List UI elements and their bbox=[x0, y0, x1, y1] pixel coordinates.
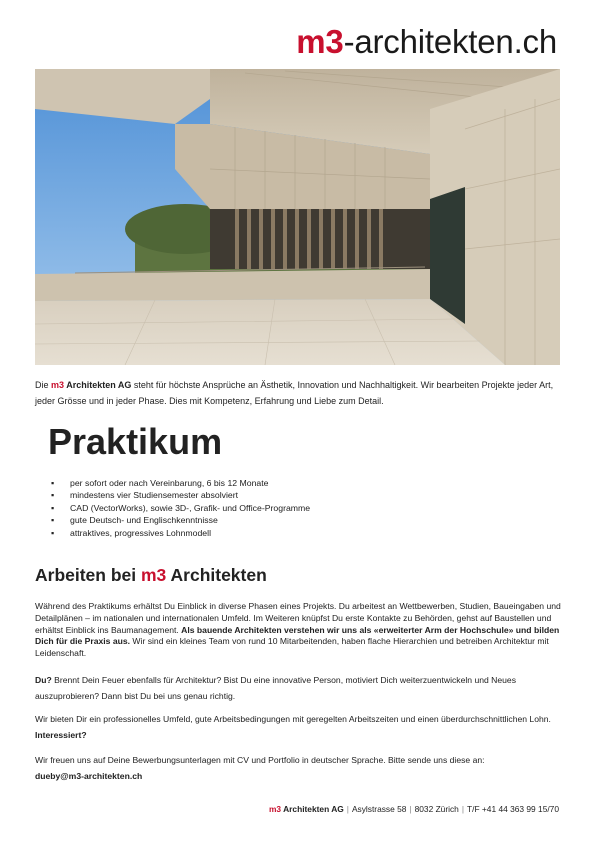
section-heading-end: Architekten bbox=[166, 565, 267, 585]
list-item: ▪ per sofort oder nach Vereinbarung, 6 bis 12 Monate bbox=[50, 477, 310, 489]
p2-text: Brennt Dein Feuer ebenfalls für Architektur? Bist Du eine innovative Person, motiviert Dich weiterzuentwickeln und Neues auszuprobieren? Dann bist Du bei uns genau richtig. bbox=[35, 675, 517, 701]
list-item: ▪ attraktives, progressives Lohnmodell bbox=[50, 527, 310, 539]
footer-separator: | bbox=[461, 804, 465, 814]
section-heading-mark: m3 bbox=[141, 565, 167, 585]
logo-suffix: -architekten.ch bbox=[343, 23, 557, 60]
intro-text-start: Die bbox=[35, 380, 52, 390]
contact-paragraph bbox=[35, 752, 561, 784]
section-heading-start: Arbeiten bei bbox=[35, 565, 141, 585]
p2-bold-text: Du? bbox=[35, 675, 52, 685]
p3-text: Wir bieten Dir ein professionelles Umfeld, gute Arbeitsbedingungen mit geregelten Arbeitszeiten und einen überdurchschnittlichen Lohn. bbox=[35, 714, 551, 724]
footer-logo-mark: m3 bbox=[268, 804, 282, 814]
p1-text-start: Während des Praktikums erhältst Du Einblick in diverse Phasen eines Projekts. Du arbeitest an Wettbewerben, Studien, Baueingaben und Detailplänen – im nationalen und internationalen Umfeld. Im Weiteren knüpfst Du erste Kontakte zu Behörden, gehst auf Baustellen und erhältst Einblick ins Baumanagement. bbox=[35, 601, 561, 635]
building-photo bbox=[35, 69, 560, 365]
footer-separator: | bbox=[346, 804, 349, 814]
footer-company: Architekten AG bbox=[281, 804, 344, 814]
parapet bbox=[35, 269, 430, 301]
intro-brand-mark: m3 bbox=[51, 380, 65, 390]
description-paragraph bbox=[35, 601, 561, 660]
p1-bold-text: Als bauende Architekten verstehen wir uns als «erweiterter Arm der Hochschule» und bilden Dich für die Praxis aus. bbox=[35, 624, 560, 647]
list-item: ▪ mindestens vier Studiensemester absolviert bbox=[50, 489, 310, 501]
list-item: ▪ gute Deutsch- und Englischkenntnisse bbox=[50, 514, 310, 526]
question-paragraph bbox=[35, 672, 561, 704]
intro-brand-name: Architekten AG bbox=[64, 380, 132, 390]
footer-street: Asylstrasse 58 bbox=[351, 804, 407, 814]
p4-text: Wir freuen uns auf Deine Bewerbungsunterlagen mit CV und Portfolio in deutscher Sprache. Bitte sende uns diese an: bbox=[35, 755, 485, 765]
footer-phone: T/F +41 44 363 99 15/70 bbox=[467, 804, 559, 814]
footer-city: 8032 Zürich bbox=[414, 804, 459, 814]
p1-text-end: Wir sind ein kleines Team von rund 10 Mitarbeitenden, haben flache Hierarchien und betreiben Architektur mit Leidenschaft. bbox=[35, 636, 549, 659]
logo-mark: m3 bbox=[296, 23, 344, 60]
list-item: ▪ CAD (VectorWorks), sowie 3D-, Grafik- und Office-Programme bbox=[50, 502, 310, 514]
company-logo bbox=[296, 22, 557, 62]
requirements-list bbox=[50, 477, 310, 539]
intro-text-rest: steht für höchste Ansprüche an Ästhetik, Innovation und Nachhaltigkeit. Wir bearbeiten Projekte jeder Art, jeder Grösse und in jeder Phase. Dies mit Kompetenz, Erfahrung und Liebe zum Detail. bbox=[35, 380, 554, 406]
offer-paragraph bbox=[35, 711, 561, 743]
footer-separator: | bbox=[409, 804, 412, 814]
contact-email-link[interactable]: dueby@m3-architekten.ch bbox=[35, 771, 143, 781]
page-title: Praktikum bbox=[48, 421, 223, 462]
p3-bold-text: Interessiert? bbox=[35, 730, 87, 740]
intro-paragraph bbox=[35, 378, 565, 409]
section-heading bbox=[35, 563, 267, 587]
footer-address bbox=[269, 803, 559, 815]
